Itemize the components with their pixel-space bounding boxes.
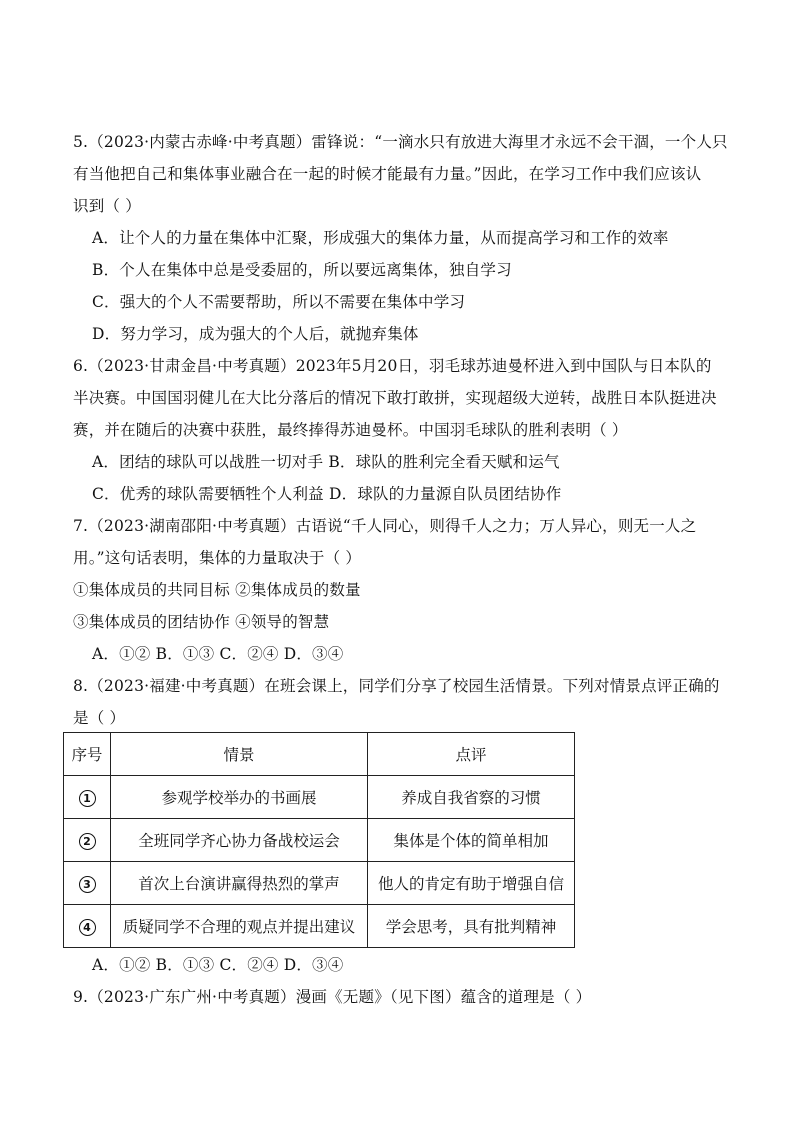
q8-row-number: 4 xyxy=(79,919,96,936)
q6-options-row2: C．优秀的球队需要牺牲个人利益 D．球队的力量源自队员团结协作 xyxy=(92,485,562,503)
q8-row-number: 1 xyxy=(79,790,96,807)
q8-header-scene: 情景 xyxy=(111,733,368,776)
q8-table-header xyxy=(64,733,575,776)
q7-items-row1: ①集体成员的共同目标 ②集体成员的数量 xyxy=(73,581,361,599)
q7-items-row2: ③集体成员的团结协作 ④领导的智慧 xyxy=(73,613,330,631)
q8-row-scene: 参观学校举办的书画展 xyxy=(111,776,368,819)
q8-row-number: 2 xyxy=(79,833,96,850)
q6-stem-line3: 赛，并在随后的决赛中获胜，最终捧得苏迪曼杯。中国羽毛球队的胜利表明（ ） xyxy=(73,421,628,439)
q8-row-scene: 全班同学齐心协力备战校运会 xyxy=(111,819,368,862)
table-row xyxy=(64,776,575,819)
q8-row-scene: 质疑同学不合理的观点并提出建议 xyxy=(111,905,368,948)
q5-option-a: A．让个人的力量在集体中汇聚，形成强大的集体力量，从而提高学习和工作的效率 xyxy=(92,229,669,247)
q8-row-number: 3 xyxy=(79,876,96,893)
q8-header-num: 序号 xyxy=(64,733,111,776)
q7-options: A．①② B．①③ C．②④ D．③④ xyxy=(92,645,344,663)
q8-row-scene: 首次上台演讲赢得热烈的掌声 xyxy=(111,862,368,905)
q6-stem-line2: 半决赛。中国国羽健儿在大比分落后的情况下敢打敢拼，实现超级大逆转，战胜日本队挺进决 xyxy=(73,389,717,407)
q5-stem-line2: 有当他把自己和集体事业融合在一起的时候才能最有力量。”因此，在学习工作中我们应该认 xyxy=(73,165,702,183)
q8-row-comment: 集体是个体的简单相加 xyxy=(368,819,575,862)
q8-row-comment: 养成自我省察的习惯 xyxy=(368,776,575,819)
q8-stem-line1: 8.（2023·福建·中考真题）在班会课上，同学们分享了校园生活情景。下列对情景点评正确的 xyxy=(73,677,720,695)
q8-header-comment: 点评 xyxy=(368,733,575,776)
q6-stem-line1: 6.（2023·甘肃金昌·中考真题）2023年5月20日，羽毛球苏迪曼杯进入到中国队与日本队的 xyxy=(73,357,712,375)
q8-table xyxy=(63,732,575,948)
table-row xyxy=(64,905,575,948)
q5-stem-line1: 5.（2023·内蒙古赤峰·中考真题）雷锋说：“一滴水只有放进大海里才永远不会干涸，一个人只 xyxy=(73,133,728,151)
q8-row-comment: 他人的肯定有助于增强自信 xyxy=(368,862,575,905)
q7-stem-line1: 7.（2023·湖南邵阳·中考真题）古语说“千人同心，则得千人之力；万人异心，则无一人之 xyxy=(73,517,697,535)
q6-options-row1: A．团结的球队可以战胜一切对手 B．球队的胜利完全看天赋和运气 xyxy=(92,453,560,471)
table-row xyxy=(64,862,575,905)
q8-row-comment: 学会思考，具有批判精神 xyxy=(368,905,575,948)
q5-option-c: C．强大的个人不需要帮助，所以不需要在集体中学习 xyxy=(92,293,466,311)
q8-options: A．①② B．①③ C．②④ D．③④ xyxy=(92,956,344,974)
q5-option-d: D．努力学习，成为强大的个人后，就抛弃集体 xyxy=(92,325,419,343)
q7-stem-line2: 用。”这句话表明，集体的力量取决于（ ） xyxy=(73,549,362,567)
q8-stem-line2: 是（ ） xyxy=(73,709,126,727)
q9-stem-line1: 9.（2023·广东广州·中考真题）漫画《无题》（见下图）蕴含的道理是（ ） xyxy=(73,988,592,1006)
q5-option-b: B．个人在集体中总是受委屈的，所以要远离集体，独自学习 xyxy=(92,261,512,279)
table-row xyxy=(64,819,575,862)
q5-stem-line3: 识到（ ） xyxy=(73,197,141,215)
